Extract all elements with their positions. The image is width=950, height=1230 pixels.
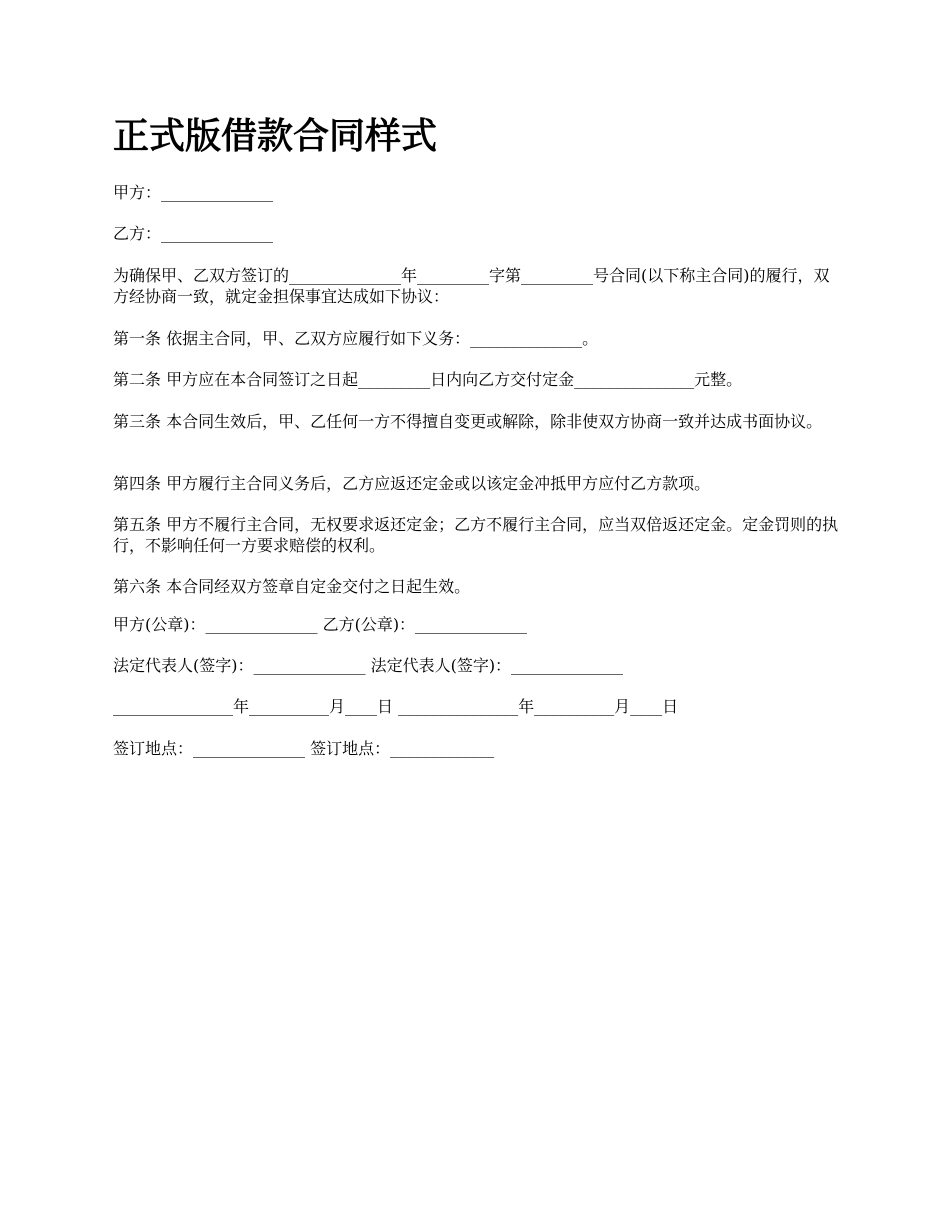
article-2: 第二条 甲方应在本合同签订之日起_________日内向乙方交付定金_______________元整。 — [113, 370, 743, 389]
signature-line: 法定代表人(签字)：______________ 法定代表人(签字)：______________ — [113, 656, 624, 675]
preamble-paragraph: 为确保甲、乙双方签订的______________年_________字第_________号合同(以下称主合同)的履行，双方经协商一致，就定金担保事宜达成如下协议： — [113, 266, 830, 306]
date-line: _______________年__________月____日 _______________年__________月____日 — [113, 697, 679, 716]
seal-line: 甲方(公章)：______________ 乙方(公章)：______________ — [113, 615, 528, 634]
article-1: 第一条 依据主合同，甲、乙双方应履行如下义务：______________。 — [113, 329, 599, 348]
party-b-line: 乙方：______________ — [113, 224, 274, 243]
party-a-line: 甲方：______________ — [113, 183, 274, 202]
article-4: 第四条 甲方履行主合同义务后，乙方应返还定金或以该定金冲抵甲方应付乙方款项。 — [113, 474, 711, 493]
article-5: 第五条 甲方不履行主合同，无权要求返还定金；乙方不履行主合同，应当双倍返还定金。定金罚则的执行，不影响任何一方要求赔偿的权利。 — [113, 515, 839, 555]
signing-place-line: 签订地点：______________ 签订地点：_____________ — [113, 739, 495, 758]
article-3: 第三条 本合同生效后，甲、乙任何一方不得擅自变更或解除，除非使双方协商一致并达成书面协议。 — [113, 412, 823, 431]
document-title: 正式版借款合同样式 — [113, 116, 438, 157]
article-6: 第六条 本合同经双方签章自定金交付之日起生效。 — [113, 577, 471, 596]
